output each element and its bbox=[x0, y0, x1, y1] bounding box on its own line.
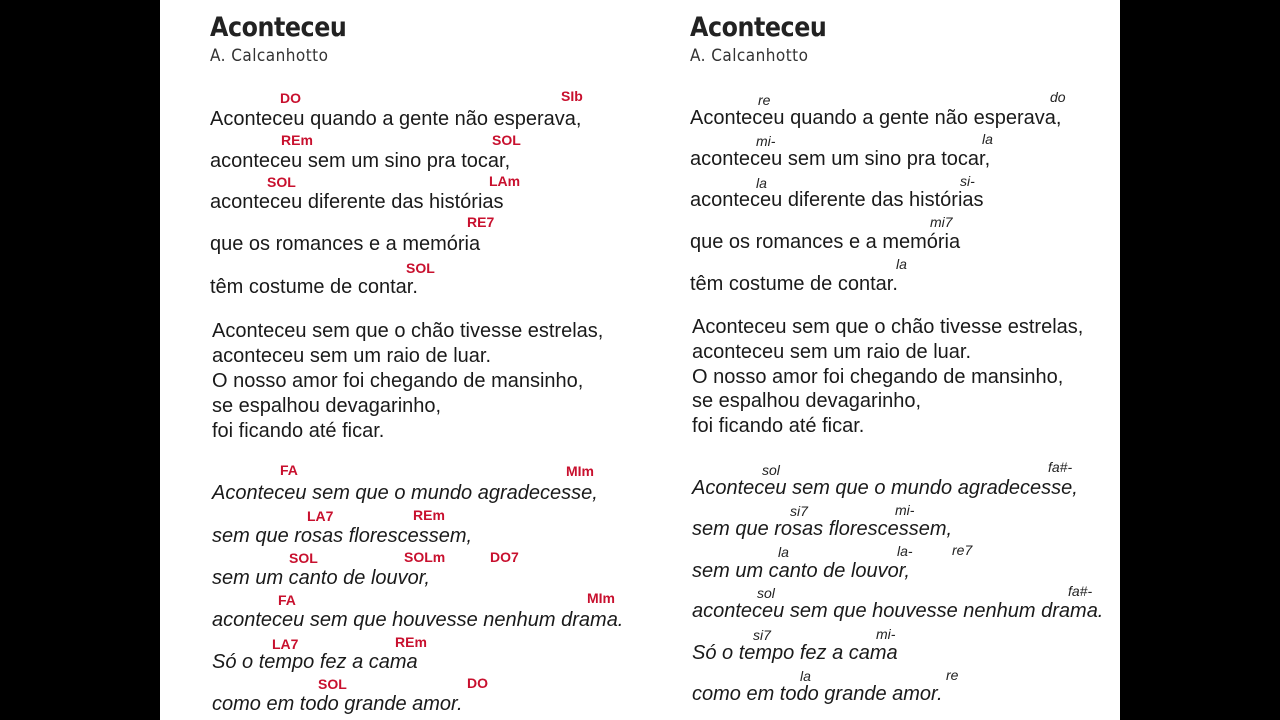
chord-label: REm bbox=[395, 634, 427, 650]
lyric-line: aconteceu diferente das histórias bbox=[210, 191, 504, 213]
lyric-line: aconteceu sem um raio de luar. bbox=[692, 341, 972, 363]
chord-label: la bbox=[778, 544, 789, 560]
lyric-line: sem que rosas florescessem, bbox=[212, 525, 473, 547]
lyric-line: O nosso amor foi chegando de mansinho, bbox=[212, 370, 584, 392]
lyric-line: se espalhou devagarinho, bbox=[692, 390, 922, 412]
lyric-line: sem um canto de louvor, bbox=[692, 560, 910, 582]
chord-label: do bbox=[1050, 89, 1066, 105]
chord-label: si7 bbox=[790, 503, 808, 519]
lyric-line: como em todo grande amor. bbox=[692, 683, 943, 705]
right-song-title: Aconteceu bbox=[690, 12, 827, 43]
chord-label: SOL bbox=[267, 174, 296, 190]
chord-label: mi7 bbox=[930, 214, 953, 230]
chord-label: re bbox=[758, 92, 771, 108]
chord-label: si7 bbox=[753, 627, 771, 643]
chord-label: DO7 bbox=[490, 549, 519, 565]
chord-label: SOL bbox=[318, 676, 347, 692]
chord-label: sol bbox=[757, 585, 775, 601]
lyrics-sheet bbox=[160, 0, 1120, 720]
lyric-line: sem que rosas florescessem, bbox=[692, 518, 953, 540]
chord-label: FA bbox=[280, 462, 298, 478]
chord-label: RE7 bbox=[467, 214, 495, 230]
chord-label: la bbox=[896, 256, 907, 272]
lyric-line: como em todo grande amor. bbox=[212, 693, 463, 715]
chord-label: mi- bbox=[895, 502, 915, 518]
lyric-line: têm costume de contar. bbox=[690, 273, 898, 295]
lyric-line: O nosso amor foi chegando de mansinho, bbox=[692, 366, 1064, 388]
chord-label: mi- bbox=[876, 626, 896, 642]
chord-label: SOL bbox=[406, 260, 435, 276]
lyric-line: Aconteceu sem que o chão tivesse estrelas, bbox=[692, 316, 1084, 338]
lyric-line: têm costume de contar. bbox=[210, 276, 418, 298]
lyric-line: Só o tempo fez a cama bbox=[692, 642, 898, 664]
lyric-line: Só o tempo fez a cama bbox=[212, 651, 418, 673]
chord-label: la- bbox=[897, 543, 913, 559]
chord-label: DO bbox=[280, 90, 301, 106]
chord-label: SOL bbox=[289, 550, 318, 566]
lyric-line: Aconteceu sem que o mundo agradecesse, bbox=[692, 477, 1078, 499]
lyric-line: se espalhou devagarinho, bbox=[212, 395, 442, 417]
lyric-line: aconteceu sem que houvesse nenhum drama. bbox=[212, 609, 624, 631]
chord-label: fa#- bbox=[1048, 459, 1073, 475]
chord-label: la bbox=[756, 175, 767, 191]
chord-label: la bbox=[800, 668, 811, 684]
left-song-author: A. Calcanhotto bbox=[210, 46, 329, 66]
chord-label: DO bbox=[467, 675, 488, 691]
chord-label: fa#- bbox=[1068, 583, 1093, 599]
lyric-line: Aconteceu sem que o mundo agradecesse, bbox=[212, 482, 598, 504]
chord-label: FA bbox=[278, 592, 296, 608]
chord-label: mi- bbox=[756, 133, 776, 149]
lyric-line: sem um canto de louvor, bbox=[212, 567, 430, 589]
lyric-line: que os romances e a memória bbox=[210, 233, 481, 255]
lyric-line: que os romances e a memória bbox=[690, 231, 961, 253]
lyric-line: aconteceu sem um sino pra tocar, bbox=[210, 150, 511, 172]
lyric-line: aconteceu sem que houvesse nenhum drama. bbox=[692, 600, 1104, 622]
chord-label: SOL bbox=[492, 132, 521, 148]
chord-label: MIm bbox=[566, 463, 594, 479]
chord-label: SIb bbox=[561, 88, 583, 104]
lyric-line: foi ficando até ficar. bbox=[212, 420, 385, 442]
chord-label: LAm bbox=[489, 173, 521, 189]
chord-label: re7 bbox=[952, 542, 973, 558]
lyric-line: aconteceu diferente das histórias bbox=[690, 189, 984, 211]
chord-label: si- bbox=[960, 173, 975, 189]
left-song-title: Aconteceu bbox=[210, 12, 347, 43]
right-song-author: A. Calcanhotto bbox=[690, 46, 809, 66]
lyric-line: aconteceu sem um raio de luar. bbox=[212, 345, 492, 367]
lyric-line: Aconteceu sem que o chão tivesse estrelas, bbox=[212, 320, 604, 342]
lyric-line: aconteceu sem um sino pra tocar, bbox=[690, 148, 991, 170]
chord-label: re bbox=[946, 667, 959, 683]
chord-label: la bbox=[982, 131, 993, 147]
lyric-line: Aconteceu quando a gente não esperava, bbox=[210, 108, 582, 130]
chord-label: LA7 bbox=[307, 508, 334, 524]
chord-label: SOLm bbox=[404, 549, 446, 565]
lyric-line: foi ficando até ficar. bbox=[692, 415, 865, 437]
lyric-line: Aconteceu quando a gente não esperava, bbox=[690, 107, 1062, 129]
chord-label: LA7 bbox=[272, 636, 299, 652]
chord-label: REm bbox=[281, 132, 313, 148]
chord-label: sol bbox=[762, 462, 780, 478]
chord-label: MIm bbox=[587, 590, 615, 606]
chord-label: REm bbox=[413, 507, 445, 523]
